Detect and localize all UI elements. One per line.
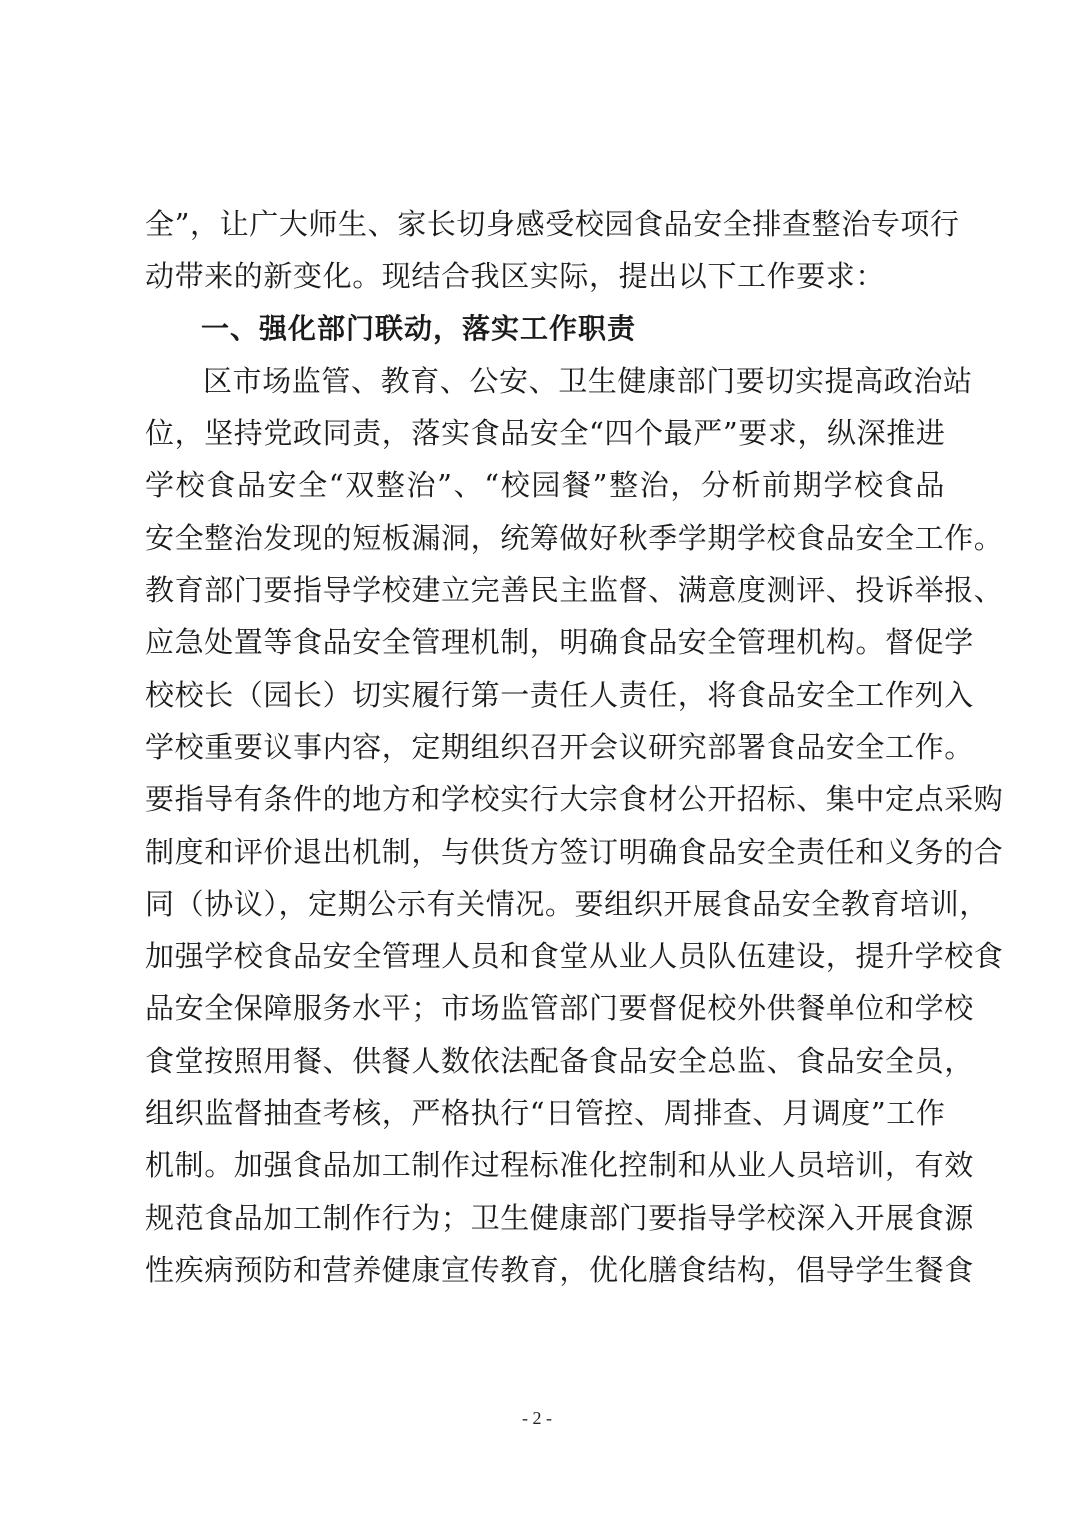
section-heading: 一、强化部门联动，落实工作职责 (201, 311, 637, 345)
paragraph-line: 区市场监管、教育、公安、卫生健康部门要切实提高政治站 (203, 363, 973, 398)
paragraph-line: 机制。加强食品加工制作过程标准化控制和从业人员培训，有效 (145, 1148, 974, 1183)
paragraph-line: 位，坚持党政同责，落实食品安全“四个最严”要求，纵深推进 (145, 416, 946, 451)
paragraph-line: 规范食品加工制作行为；卫生健康部门要指导学校深入开展食源 (145, 1200, 974, 1235)
paragraph-line: 全”，让广大师生、家长切身感受校园食品安全排查整治专项行 (145, 207, 960, 241)
paragraph-line: 加强学校食品安全管理人员和食堂从业人员队伍建设，提升学校食 (145, 939, 1004, 974)
paragraph-line: 同（协议），定期公示有关情况。要组织开展食品安全教育培训， (145, 886, 989, 921)
paragraph-line: 校校长（园长）切实履行第一责任人责任，将食品安全工作列入 (145, 677, 974, 712)
page-number: - 2 - (522, 1408, 552, 1428)
paragraph-line: 食堂按照用餐、供餐人数依法配备食品安全总监、食品安全员， (145, 1043, 974, 1078)
paragraph-line: 学校食品安全“双整治”、“校园餐”整治，分析前期学校食品 (145, 468, 945, 503)
paragraph-line: 动带来的新变化。现结合我区实际，提出以下工作要求： (145, 259, 886, 294)
paragraph-line: 性疾病预防和营养健康宣传教育，优化膳食结构，倡导学生餐食 (145, 1252, 974, 1287)
paragraph-line: 要指导有条件的地方和学校实行大宗食材公开招标、集中定点采购 (145, 782, 1004, 817)
paragraph-line: 组织监督抽查考核，严格执行“日管控、周排查、月调度”工作 (145, 1096, 946, 1131)
paragraph-line: 制度和评价退出机制，与供货方签订明确食品安全责任和义务的合 (145, 834, 1004, 869)
paragraph-line: 品安全保障服务水平；市场监管部门要督促校外供餐单位和学校 (145, 991, 974, 1026)
paragraph-line: 学校重要议事内容，定期组织召开会议研究部署食品安全工作。 (145, 729, 974, 764)
paragraph-line: 教育部门要指导学校建立完善民主监督、满意度测评、投诉举报、 (145, 573, 1004, 608)
paragraph-line: 应急处置等食品安全管理机制，明确食品安全管理机构。督促学 (145, 625, 974, 660)
body-text (145, 198, 1004, 1296)
paragraph-line: 安全整治发现的短板漏洞，统筹做好秋季学期学校食品安全工作。 (145, 520, 1004, 555)
